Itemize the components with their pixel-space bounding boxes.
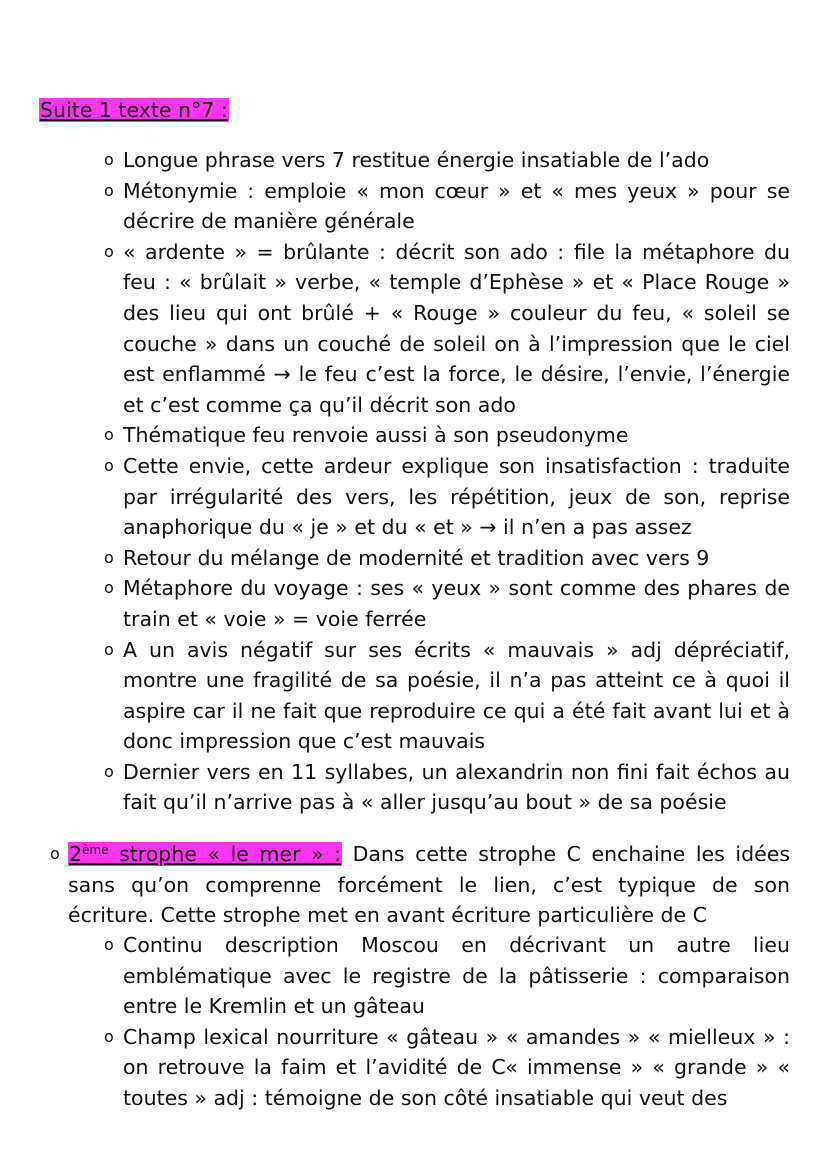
strophe-label: 2ème strophe « le mer » : bbox=[69, 842, 342, 866]
bullet-icon: o bbox=[104, 1026, 114, 1046]
list-item: o Continu description Moscou en décrivant un autre lieu emblématique avec le registre de la pâtisserie : comparaison entre le Kremlin et un gâteau bbox=[104, 930, 790, 1022]
bullet-icon: o bbox=[104, 935, 114, 954]
section-heading bbox=[39, 95, 229, 125]
bullet-icon: o bbox=[104, 578, 114, 598]
bullet-icon: o bbox=[104, 639, 114, 659]
list-item: o Retour du mélange de modernité et tradition avec vers 9 bbox=[104, 543, 790, 574]
list-item: o « ardente » = brûlante : décrit son ado : file la métaphore du feu : « brûlait » verbe, « temple d’Ephèse » et « Place Rouge » des lieu qui ont brûlé + « Rouge » couleur du feu, « soleil se couche » dans un couché de soleil on à l’impression que le ciel est enflammé → le feu c’est la force, le désire, l’envie, l’énergie et c’est comme ça qu’il décrit son ado bbox=[104, 237, 790, 421]
bullet-icon: o bbox=[104, 761, 114, 781]
list-item: o Dernier vers en 11 syllabes, un alexandrin non fini fait échos au fait qu’il n’arrive pas à « aller jusqu’au bout » de sa poésie bbox=[104, 757, 790, 818]
strophe-paragraph bbox=[50, 839, 790, 931]
bullet-icon: o bbox=[50, 844, 60, 863]
bullet-icon: o bbox=[104, 150, 114, 169]
bullet-icon: o bbox=[104, 455, 114, 475]
list-item: o Métonymie : emploie « mon cœur » et « mes yeux » pour se décrire de manière générale bbox=[104, 176, 790, 237]
bullet-list-2 bbox=[104, 930, 790, 1114]
list-item: o Champ lexical nourriture « gâteau » « amandes » « mielleux » : on retrouve la faim et l’avidité de C« immense » « grande » « toutes » adj : témoigne de son côté insatiable qui veut des bbox=[104, 1022, 790, 1114]
bullet-list-1 bbox=[104, 145, 790, 818]
bullet-icon: o bbox=[104, 241, 114, 261]
list-item: o Métaphore du voyage : ses « yeux » sont comme des phares de train et « voie » = voie ferrée bbox=[104, 573, 790, 634]
list-item: o Longue phrase vers 7 restitue énergie insatiable de l’ado bbox=[104, 145, 790, 176]
heading-highlight: Suite 1 texte n°7 : bbox=[40, 98, 228, 122]
bullet-icon: o bbox=[104, 425, 114, 445]
strophe-text: Dans cette strophe C enchaine les idées sans qu’on comprenne forcément le lien, c’est typique de son écriture. Cette strophe met en avant écriture particulière de C bbox=[68, 842, 790, 928]
list-item: o A un avis négatif sur ses écrits « mauvais » adj dépréciatif, montre une fragilité de sa poésie, il n’a pas atteint ce à quoi il aspire car il ne fait que reproduire ce qui a été fait avant lui et à donc impression que c’est mauvais bbox=[104, 635, 790, 757]
bullet-icon: o bbox=[104, 547, 114, 567]
list-item: o Thématique feu renvoie aussi à son pseudonyme bbox=[104, 420, 790, 451]
list-item: o Cette envie, cette ardeur explique son insatisfaction : traduite par irrégularité des vers, les répétition, jeux de son, reprise anaphorique du « je » et du « et » → il n’en a pas assez bbox=[104, 451, 790, 543]
bullet-icon: o bbox=[104, 180, 114, 200]
